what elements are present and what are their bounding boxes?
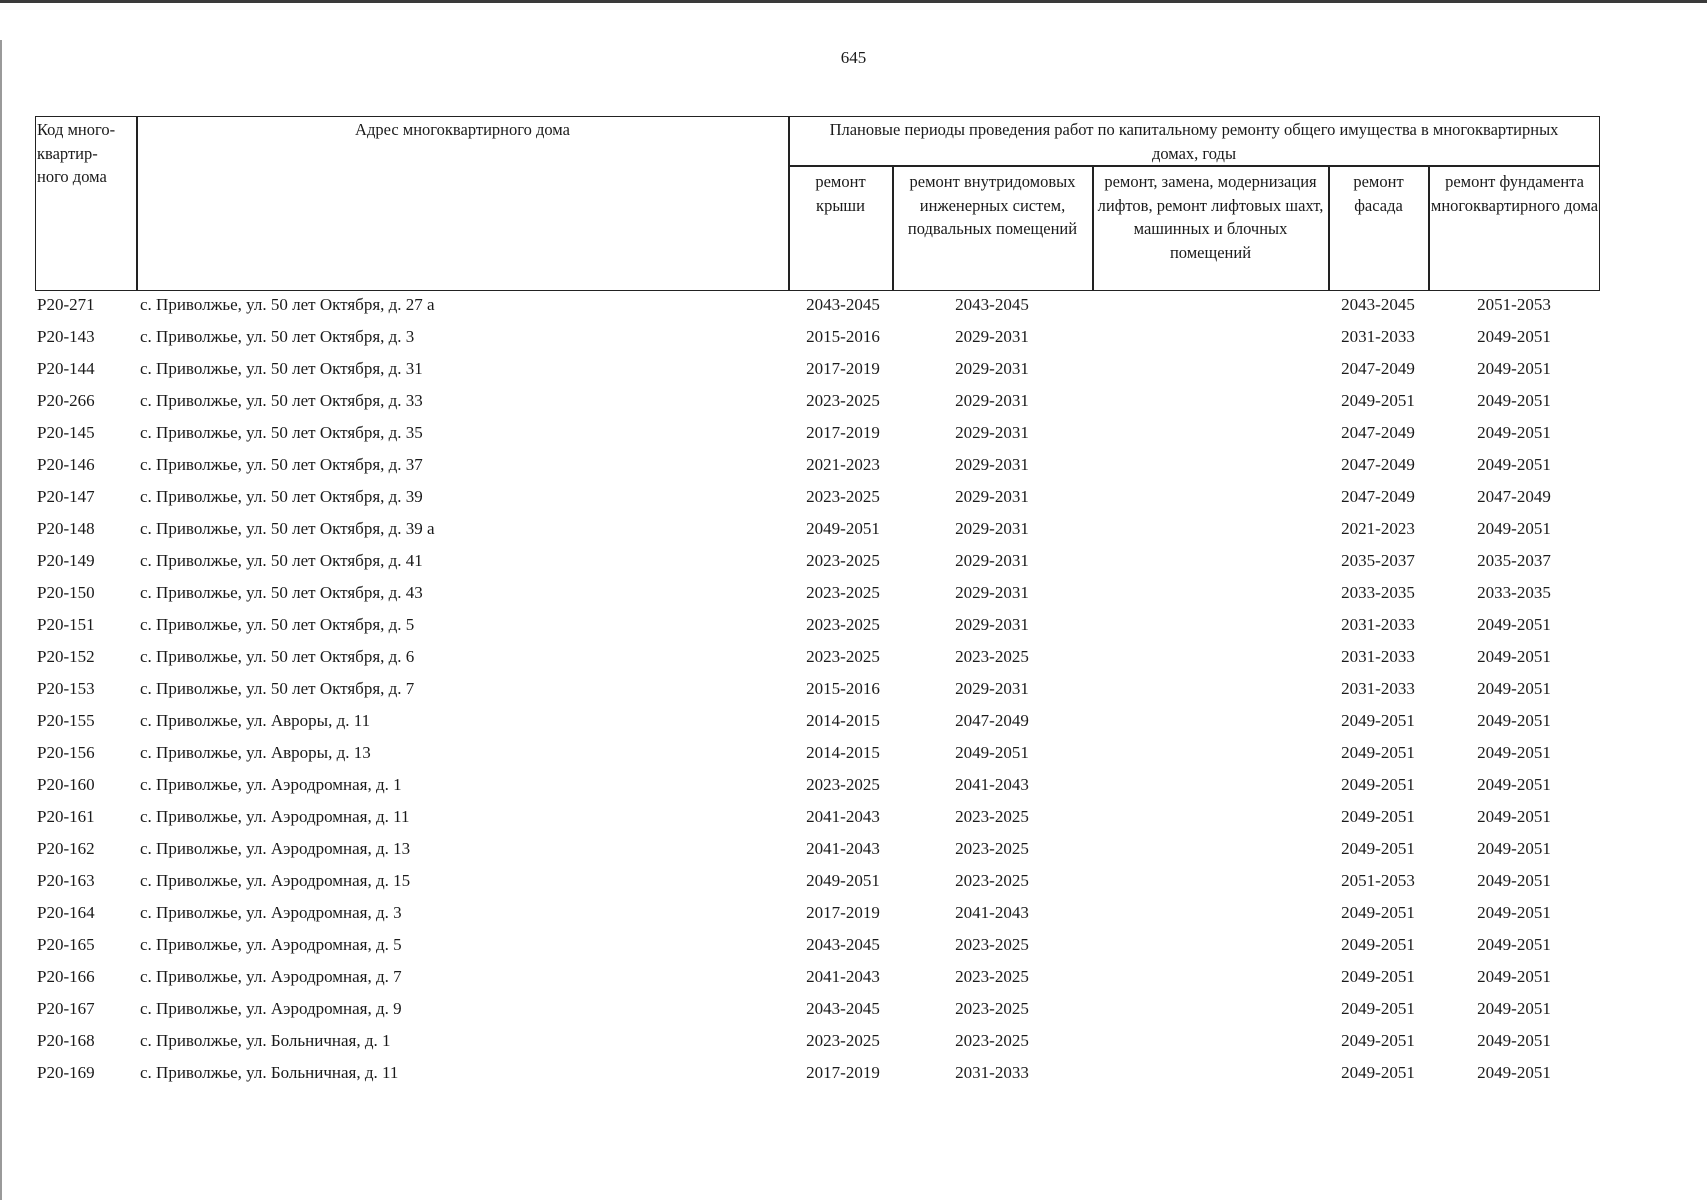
table-row xyxy=(0,546,1707,578)
cell-engineering: 2023-2025 xyxy=(955,935,1029,954)
cell-code: Р20-145 xyxy=(37,423,95,442)
header-code: Код много- квартир- ного дома xyxy=(37,120,116,186)
cell-engineering: 2029-2031 xyxy=(955,679,1029,698)
cell-roof: 2043-2045 xyxy=(806,295,880,314)
cell-code: Р20-161 xyxy=(37,807,95,826)
cell-roof: 2017-2019 xyxy=(806,423,880,442)
cell-roof: 2023-2025 xyxy=(806,583,880,602)
cell-engineering: 2031-2033 xyxy=(955,1063,1029,1082)
header-engineering: ремонт внутридомовых инженерных систем, подвальных помещений xyxy=(907,172,1078,238)
cell-address: с. Приволжье, ул. Аэродромная, д. 1 xyxy=(140,775,402,794)
cell-roof: 2049-2051 xyxy=(806,519,880,538)
cell-facade: 2047-2049 xyxy=(1341,487,1415,506)
cell-code: Р20-168 xyxy=(37,1031,95,1050)
cell-foundation: 2049-2051 xyxy=(1477,359,1551,378)
table-row xyxy=(0,514,1707,546)
cell-engineering: 2029-2031 xyxy=(955,455,1029,474)
cell-code: Р20-169 xyxy=(37,1063,95,1082)
cell-code: Р20-153 xyxy=(37,679,95,698)
table-row xyxy=(0,642,1707,674)
table-row xyxy=(0,930,1707,962)
table-row xyxy=(0,674,1707,706)
cell-roof: 2014-2015 xyxy=(806,743,880,762)
cell-roof: 2017-2019 xyxy=(806,1063,880,1082)
cell-facade: 2049-2051 xyxy=(1341,775,1415,794)
page-number: 645 xyxy=(840,48,867,67)
table-row xyxy=(0,706,1707,738)
cell-facade: 2031-2033 xyxy=(1341,615,1415,634)
cell-foundation: 2049-2051 xyxy=(1477,327,1551,346)
table-row xyxy=(0,386,1707,418)
cell-facade: 2035-2037 xyxy=(1341,551,1415,570)
cell-foundation: 2051-2053 xyxy=(1477,295,1551,314)
cell-roof: 2015-2016 xyxy=(806,327,880,346)
cell-address: с. Приволжье, ул. 50 лет Октября, д. 31 xyxy=(140,359,423,378)
cell-roof: 2023-2025 xyxy=(806,391,880,410)
cell-roof: 2041-2043 xyxy=(806,807,880,826)
cell-foundation: 2049-2051 xyxy=(1477,711,1551,730)
cell-foundation: 2049-2051 xyxy=(1477,935,1551,954)
cell-foundation: 2049-2051 xyxy=(1477,743,1551,762)
table-row xyxy=(0,738,1707,770)
cell-foundation: 2049-2051 xyxy=(1477,999,1551,1018)
cell-engineering: 2023-2025 xyxy=(955,871,1029,890)
cell-code: Р20-156 xyxy=(37,743,95,762)
cell-code: Р20-163 xyxy=(37,871,95,890)
cell-engineering: 2047-2049 xyxy=(955,711,1029,730)
cell-address: с. Приволжье, ул. Больничная, д. 1 xyxy=(140,1031,391,1050)
cell-engineering: 2029-2031 xyxy=(955,615,1029,634)
cell-foundation: 2033-2035 xyxy=(1477,583,1551,602)
cell-facade: 2021-2023 xyxy=(1341,519,1415,538)
cell-address: с. Приволжье, ул. Авроры, д. 11 xyxy=(140,711,371,730)
table-row xyxy=(0,578,1707,610)
cell-code: Р20-151 xyxy=(37,615,95,634)
cell-foundation: 2049-2051 xyxy=(1477,775,1551,794)
scan-edge-top xyxy=(0,0,1707,3)
cell-foundation: 2049-2051 xyxy=(1477,423,1551,442)
cell-address: с. Приволжье, ул. Больничная, д. 11 xyxy=(140,1063,399,1082)
cell-engineering: 2023-2025 xyxy=(955,1031,1029,1050)
cell-address: с. Приволжье, ул. 50 лет Октября, д. 39 xyxy=(140,487,423,506)
table-row xyxy=(0,1058,1707,1090)
cell-roof: 2049-2051 xyxy=(806,871,880,890)
table-row xyxy=(0,290,1707,322)
table-row xyxy=(0,770,1707,802)
cell-address: с. Приволжье, ул. Аэродромная, д. 7 xyxy=(140,967,402,986)
cell-engineering: 2029-2031 xyxy=(955,487,1029,506)
cell-roof: 2041-2043 xyxy=(806,967,880,986)
cell-address: с. Приволжье, ул. Авроры, д. 13 xyxy=(140,743,371,762)
cell-roof: 2041-2043 xyxy=(806,839,880,858)
table-row xyxy=(0,354,1707,386)
cell-code: Р20-146 xyxy=(37,455,95,474)
cell-facade: 2049-2051 xyxy=(1341,967,1415,986)
cell-engineering: 2029-2031 xyxy=(955,359,1029,378)
cell-engineering: 2041-2043 xyxy=(955,775,1029,794)
cell-facade: 2049-2051 xyxy=(1341,903,1415,922)
cell-roof: 2017-2019 xyxy=(806,359,880,378)
header-foundation: ремонт фундамента многоквартирного дома xyxy=(1430,172,1599,215)
cell-engineering: 2023-2025 xyxy=(955,647,1029,666)
cell-engineering: 2029-2031 xyxy=(955,583,1029,602)
table-row xyxy=(0,802,1707,834)
cell-code: Р20-147 xyxy=(37,487,95,506)
cell-foundation: 2049-2051 xyxy=(1477,615,1551,634)
header-divider xyxy=(136,116,138,291)
cell-roof: 2023-2025 xyxy=(806,775,880,794)
cell-code: Р20-167 xyxy=(37,999,95,1018)
cell-facade: 2031-2033 xyxy=(1341,647,1415,666)
table-row xyxy=(0,962,1707,994)
cell-address: с. Приволжье, ул. 50 лет Октября, д. 27 а xyxy=(140,295,435,314)
cell-facade: 2031-2033 xyxy=(1341,679,1415,698)
cell-foundation: 2049-2051 xyxy=(1477,519,1551,538)
cell-facade: 2043-2045 xyxy=(1341,295,1415,314)
cell-engineering: 2023-2025 xyxy=(955,807,1029,826)
cell-engineering: 2029-2031 xyxy=(955,327,1029,346)
header-roof: ремонт крыши xyxy=(815,172,866,215)
cell-engineering: 2049-2051 xyxy=(955,743,1029,762)
cell-foundation: 2035-2037 xyxy=(1477,551,1551,570)
cell-address: с. Приволжье, ул. 50 лет Октября, д. 41 xyxy=(140,551,423,570)
cell-address: с. Приволжье, ул. Аэродромная, д. 3 xyxy=(140,903,402,922)
cell-foundation: 2049-2051 xyxy=(1477,903,1551,922)
cell-facade: 2049-2051 xyxy=(1341,935,1415,954)
header-facade: ремонт фасада xyxy=(1353,172,1404,215)
table-row xyxy=(0,610,1707,642)
cell-address: с. Приволжье, ул. Аэродромная, д. 5 xyxy=(140,935,402,954)
header-address: Адрес многоквартирного дома xyxy=(355,120,570,139)
cell-roof: 2017-2019 xyxy=(806,903,880,922)
cell-foundation: 2049-2051 xyxy=(1477,871,1551,890)
header-lifts: ремонт, замена, модернизация лифтов, ремонт лифтовых шахт, машинных и блочных помещений xyxy=(1097,172,1324,262)
cell-facade: 2049-2051 xyxy=(1341,1063,1415,1082)
cell-foundation: 2049-2051 xyxy=(1477,455,1551,474)
header-divider xyxy=(788,165,1600,167)
table-row xyxy=(0,834,1707,866)
cell-code: Р20-271 xyxy=(37,295,95,314)
cell-facade: 2049-2051 xyxy=(1341,743,1415,762)
cell-engineering: 2029-2031 xyxy=(955,519,1029,538)
cell-address: с. Приволжье, ул. 50 лет Октября, д. 7 xyxy=(140,679,415,698)
cell-code: Р20-149 xyxy=(37,551,95,570)
cell-facade: 2049-2051 xyxy=(1341,711,1415,730)
cell-code: Р20-165 xyxy=(37,935,95,954)
cell-foundation: 2049-2051 xyxy=(1477,391,1551,410)
cell-address: с. Приволжье, ул. 50 лет Октября, д. 39 а xyxy=(140,519,435,538)
cell-code: Р20-143 xyxy=(37,327,95,346)
cell-foundation: 2049-2051 xyxy=(1477,679,1551,698)
cell-facade: 2049-2051 xyxy=(1341,391,1415,410)
cell-engineering: 2043-2045 xyxy=(955,295,1029,314)
cell-foundation: 2047-2049 xyxy=(1477,487,1551,506)
cell-code: Р20-155 xyxy=(37,711,95,730)
cell-foundation: 2049-2051 xyxy=(1477,1031,1551,1050)
cell-code: Р20-166 xyxy=(37,967,95,986)
cell-facade: 2049-2051 xyxy=(1341,839,1415,858)
table-row xyxy=(0,866,1707,898)
table-row xyxy=(0,450,1707,482)
cell-address: с. Приволжье, ул. Аэродромная, д. 15 xyxy=(140,871,411,890)
cell-address: с. Приволжье, ул. Аэродромная, д. 13 xyxy=(140,839,411,858)
cell-facade: 2031-2033 xyxy=(1341,327,1415,346)
cell-engineering: 2029-2031 xyxy=(955,551,1029,570)
cell-engineering: 2023-2025 xyxy=(955,967,1029,986)
cell-foundation: 2049-2051 xyxy=(1477,807,1551,826)
cell-facade: 2049-2051 xyxy=(1341,1031,1415,1050)
cell-facade: 2047-2049 xyxy=(1341,455,1415,474)
cell-roof: 2043-2045 xyxy=(806,999,880,1018)
cell-roof: 2023-2025 xyxy=(806,1031,880,1050)
cell-roof: 2023-2025 xyxy=(806,487,880,506)
cell-facade: 2049-2051 xyxy=(1341,999,1415,1018)
table-row xyxy=(0,898,1707,930)
table-row xyxy=(0,1026,1707,1058)
cell-facade: 2047-2049 xyxy=(1341,359,1415,378)
cell-engineering: 2029-2031 xyxy=(955,391,1029,410)
cell-foundation: 2049-2051 xyxy=(1477,839,1551,858)
cell-engineering: 2023-2025 xyxy=(955,999,1029,1018)
cell-address: с. Приволжье, ул. 50 лет Октября, д. 37 xyxy=(140,455,423,474)
cell-foundation: 2049-2051 xyxy=(1477,1063,1551,1082)
cell-roof: 2014-2015 xyxy=(806,711,880,730)
cell-engineering: 2041-2043 xyxy=(955,903,1029,922)
cell-roof: 2043-2045 xyxy=(806,935,880,954)
cell-code: Р20-164 xyxy=(37,903,95,922)
cell-facade: 2051-2053 xyxy=(1341,871,1415,890)
cell-code: Р20-150 xyxy=(37,583,95,602)
table-row xyxy=(0,994,1707,1026)
cell-address: с. Приволжье, ул. Аэродромная, д. 9 xyxy=(140,999,402,1018)
cell-code: Р20-152 xyxy=(37,647,95,666)
cell-address: с. Приволжье, ул. 50 лет Октября, д. 5 xyxy=(140,615,415,634)
cell-roof: 2023-2025 xyxy=(806,551,880,570)
cell-foundation: 2049-2051 xyxy=(1477,967,1551,986)
cell-roof: 2021-2023 xyxy=(806,455,880,474)
header-periods: Плановые периоды проведения работ по капитальному ремонту общего имущества в многоквартирных домах, годы xyxy=(829,120,1559,163)
table-row xyxy=(0,418,1707,450)
cell-address: с. Приволжье, ул. 50 лет Октября, д. 33 xyxy=(140,391,423,410)
cell-foundation: 2049-2051 xyxy=(1477,647,1551,666)
cell-address: с. Приволжье, ул. 50 лет Октября, д. 35 xyxy=(140,423,423,442)
table-row xyxy=(0,482,1707,514)
cell-code: Р20-160 xyxy=(37,775,95,794)
cell-engineering: 2023-2025 xyxy=(955,839,1029,858)
cell-facade: 2049-2051 xyxy=(1341,807,1415,826)
cell-engineering: 2029-2031 xyxy=(955,423,1029,442)
cell-code: Р20-162 xyxy=(37,839,95,858)
cell-roof: 2023-2025 xyxy=(806,615,880,634)
cell-address: с. Приволжье, ул. Аэродромная, д. 11 xyxy=(140,807,410,826)
cell-facade: 2033-2035 xyxy=(1341,583,1415,602)
cell-code: Р20-144 xyxy=(37,359,95,378)
cell-facade: 2047-2049 xyxy=(1341,423,1415,442)
cell-code: Р20-266 xyxy=(37,391,95,410)
cell-code: Р20-148 xyxy=(37,519,95,538)
cell-address: с. Приволжье, ул. 50 лет Октября, д. 6 xyxy=(140,647,415,666)
cell-address: с. Приволжье, ул. 50 лет Октября, д. 43 xyxy=(140,583,423,602)
table-row xyxy=(0,322,1707,354)
cell-roof: 2023-2025 xyxy=(806,647,880,666)
cell-roof: 2015-2016 xyxy=(806,679,880,698)
cell-address: с. Приволжье, ул. 50 лет Октября, д. 3 xyxy=(140,327,415,346)
